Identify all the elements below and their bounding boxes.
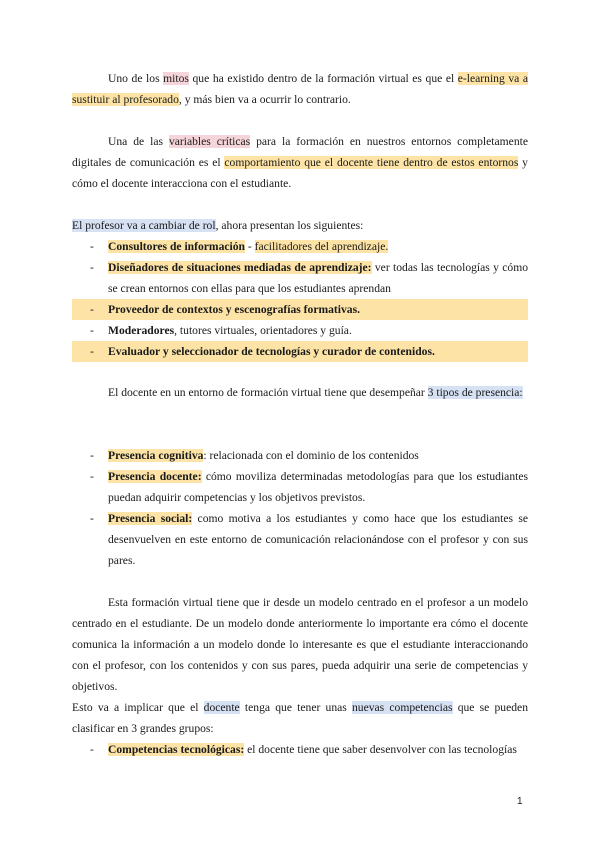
role-text: facilitadores del aprendizaje. bbox=[254, 240, 389, 253]
presencia-list bbox=[72, 445, 528, 571]
paragraph-mitos bbox=[72, 68, 528, 110]
dash-marker: - bbox=[90, 303, 94, 316]
text: , ahora presentan los siguientes: bbox=[215, 219, 364, 232]
competencia-text: el docente tiene que saber desenvolver con las tecnologías bbox=[244, 743, 517, 756]
role-text: , tutores virtuales, orientadores y guía. bbox=[174, 324, 352, 337]
presencia-text: cómo moviliza determinadas metodologías para que los estudiantes puedan adquirir competencias y los objetivos previstos. bbox=[108, 470, 529, 504]
text: El docente en un entorno de formación virtual tiene que desempeñar bbox=[108, 386, 428, 399]
dash-marker: - bbox=[90, 345, 94, 358]
dash-marker: - bbox=[90, 470, 94, 483]
text: , y más bien va a ocurrir lo contrario. bbox=[178, 93, 351, 106]
list-item bbox=[72, 257, 528, 299]
list-item bbox=[72, 739, 528, 760]
highlight-mitos: mitos bbox=[163, 72, 189, 85]
highlight-comportamiento: comportamiento que el docente tiene dentro de estos entornos bbox=[224, 156, 519, 169]
list-item bbox=[72, 236, 528, 257]
highlight-variables-criticas: variables críticas bbox=[168, 135, 251, 148]
text: Esto va a implicar que el bbox=[72, 701, 204, 714]
dash-marker: - bbox=[90, 449, 94, 462]
text: que ha existido dentro de la formación virtual es que el bbox=[188, 72, 458, 85]
roles-list bbox=[72, 236, 528, 362]
list-item bbox=[72, 299, 528, 320]
list-item bbox=[72, 445, 528, 466]
highlight-elearning: e-learning va a sustituir al profesorado bbox=[72, 72, 528, 106]
dash-marker: - bbox=[90, 261, 94, 274]
competencias-list bbox=[72, 739, 528, 760]
text: - bbox=[244, 240, 255, 253]
dash-marker: - bbox=[90, 240, 94, 253]
paragraph-modelo: Esta formación virtual tiene que ir desde un modelo centrado en el profesor a un modelo centrado en el estudiante. De un modelo donde anteriormente lo importante era cómo el docente comunica la información a un modelo donde lo interesante es que el estudiante interaccionando con el profesor, con los contenidos y con sus pares, pueda adquirir una serie de competencias y objetivos. bbox=[72, 596, 528, 693]
dash-marker: - bbox=[90, 743, 94, 756]
role-title: Moderadores bbox=[108, 324, 175, 337]
paragraph-competencias bbox=[72, 697, 528, 739]
competencia-title: Competencias tecnológicas: bbox=[108, 743, 245, 756]
role-text: ver todas las tecnologías y cómo se crean entornos con ellas para que los estudiantes aprendan bbox=[108, 261, 529, 295]
highlight-tipos-presencia: 3 tipos de presencia: bbox=[427, 386, 523, 399]
paragraph-rol bbox=[72, 215, 528, 236]
text: y cómo el docente interacciona con el estudiante. bbox=[72, 156, 528, 190]
highlight-cambiar-rol: El profesor va a cambiar de rol bbox=[72, 219, 216, 232]
presencia-text: : relacionada con el dominio de los contenidos bbox=[203, 449, 419, 462]
list-item bbox=[72, 341, 528, 362]
dash-marker: - bbox=[90, 512, 94, 525]
page-number: 1 bbox=[517, 796, 523, 807]
dash-marker: - bbox=[90, 324, 94, 337]
text: que se pueden clasificar en 3 grandes grupos: bbox=[72, 701, 528, 735]
presencia-title: Presencia cognitiva bbox=[108, 449, 204, 462]
text: tenga que tener unas bbox=[239, 701, 352, 714]
presencia-title: Presencia social: bbox=[108, 512, 193, 525]
text: Una de las bbox=[108, 135, 169, 148]
paragraph-variables bbox=[72, 131, 528, 194]
list-item bbox=[72, 508, 528, 571]
highlight-nuevas-competencias: nuevas competencias bbox=[352, 701, 453, 714]
text: para la formación en nuestros entornos completamente digitales de comunicación es el bbox=[72, 135, 528, 169]
list-item bbox=[72, 320, 528, 341]
presencia-text: como motiva a los estudiantes y como hace que los estudiantes se desenvuelven en este entorno de comunicación relacionándose con el profesor y con sus pares. bbox=[108, 512, 528, 567]
highlight-docente: docente bbox=[203, 701, 240, 714]
role-title: Consultores de información bbox=[108, 240, 245, 253]
role-title: Diseñadores de situaciones mediadas de aprendizaje: bbox=[108, 261, 372, 274]
list-item bbox=[72, 466, 528, 508]
role-title: Evaluador y seleccionador de tecnologías y curador de contenidos. bbox=[108, 345, 435, 358]
presencia-title: Presencia docente: bbox=[108, 470, 202, 483]
paragraph-presencia bbox=[72, 382, 528, 403]
role-title: Proveedor de contextos y escenografías formativas. bbox=[108, 303, 360, 316]
text: Uno de los bbox=[108, 72, 164, 85]
